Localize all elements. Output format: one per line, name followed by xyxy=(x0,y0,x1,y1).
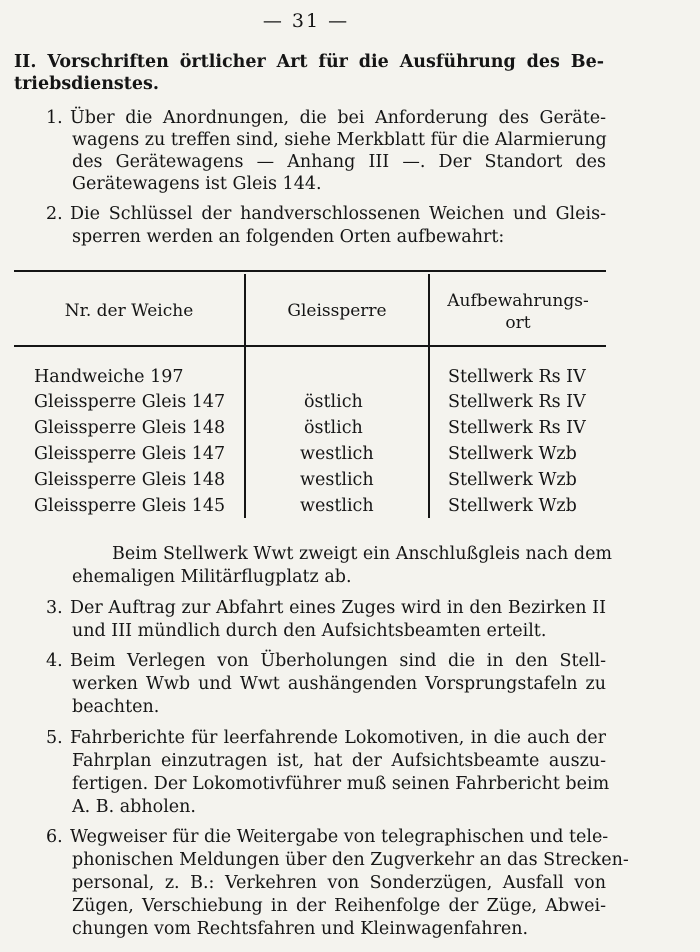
item-3-line-1: 3. Der Auftrag zur Abfahrt eines Zuges wird in den Bezirken II xyxy=(46,598,606,618)
item-6-line-4: Zügen, Verschiebung in der Reihenfolge der Züge, Abwei- xyxy=(72,896,606,916)
cell-ort: Stellwerk Wzb xyxy=(448,496,577,516)
note-line-1: Beim Stellwerk Wwt zweigt ein Anschlußgleis nach dem xyxy=(112,544,613,564)
cell-ort: Stellwerk Rs IV xyxy=(448,418,586,438)
item-6-line-2: phonischen Meldungen über den Zugverkehr an das Strecken- xyxy=(72,850,629,870)
item-5-line-4: A. B. abholen. xyxy=(72,797,196,817)
header-aufbewahrungsort-line-2: ort xyxy=(505,313,531,333)
cell-weiche: Gleissperre Gleis 145 xyxy=(34,496,226,516)
item-4-line-2: werken Wwb und Wwt aushängenden Vorsprungstafeln zu xyxy=(72,674,606,694)
cell-weiche: Gleissperre Gleis 148 xyxy=(34,418,226,438)
item-2-line-1: 2. Die Schlüssel der handverschlossenen Weichen und Gleis- xyxy=(46,204,606,224)
cell-ort: Stellwerk Wzb xyxy=(448,444,577,464)
item-1-line-3: des Gerätewagens — Anhang III —. Der Standort des xyxy=(72,152,606,172)
page-number: — 31 — xyxy=(262,10,350,32)
table-header-rule xyxy=(14,345,606,347)
cell-gleissperre: östlich xyxy=(304,418,363,438)
cell-gleissperre: westlich xyxy=(300,444,374,464)
cell-ort: Stellwerk Rs IV xyxy=(448,367,586,387)
item-6-line-5: chungen vom Rechtsfahren und Kleinwagenfahren. xyxy=(72,919,529,939)
item-4-number: 4. xyxy=(46,651,63,671)
item-6-line-3: personal, z. B.: Verkehren von Sonderzügen, Ausfall von xyxy=(72,873,606,893)
header-aufbewahrungsort-line-1: Aufbewahrungs- xyxy=(447,291,589,311)
cell-weiche: Gleissperre Gleis 147 xyxy=(34,444,226,464)
item-6-line-1: 6. Wegweiser für die Weitergabe von telegraphischen und tele- xyxy=(46,827,609,847)
cell-weiche: Gleissperre Gleis 147 xyxy=(34,392,226,412)
header-weiche: Nr. der Weiche xyxy=(64,301,194,321)
item-5-line-2: Fahrplan einzutragen ist, hat der Aufsichtsbeamte auszu- xyxy=(72,751,606,771)
item-4-line-1: 4. Beim Verlegen von Überholungen sind die in den Stell- xyxy=(46,651,606,671)
item-3-number: 3. xyxy=(46,598,63,618)
cell-ort: Stellwerk Rs IV xyxy=(448,392,586,412)
header-gleissperre: Gleissperre xyxy=(287,301,387,321)
section-heading-line-2: triebsdienstes. xyxy=(14,74,159,94)
item-5-line-3: fertigen. Der Lokomotivführer muß seinen Fahrbericht beim xyxy=(72,774,610,794)
item-5-number: 5. xyxy=(46,728,63,748)
cell-weiche: Gleissperre Gleis 148 xyxy=(34,470,226,490)
item-2-number: 2. xyxy=(46,204,63,224)
cell-gleissperre: westlich xyxy=(300,496,374,516)
cell-ort: Stellwerk Wzb xyxy=(448,470,577,490)
cell-gleissperre: westlich xyxy=(300,470,374,490)
item-2-line-2: sperren werden an folgenden Orten aufbewahrt: xyxy=(72,227,505,247)
item-1-line-1: 1. Über die Anordnungen, die bei Anforderung des Geräte- xyxy=(46,108,606,128)
note-line-2: ehemaligen Militärflugplatz ab. xyxy=(72,567,352,587)
table-top-rule xyxy=(14,270,606,272)
item-6-number: 6. xyxy=(46,827,63,847)
item-4-line-3: beachten. xyxy=(72,697,160,717)
section-heading-line-1: II. Vorschriften örtlicher Art für die Ausführung des Be- xyxy=(14,52,604,72)
item-3-line-2: und III mündlich durch den Aufsichtsbeamten erteilt. xyxy=(72,621,547,641)
item-1-number: 1. xyxy=(46,108,63,128)
item-1-line-4: Gerätewagens ist Gleis 144. xyxy=(72,174,322,194)
item-5-line-1: 5. Fahrberichte für leerfahrende Lokomotiven, in die auch der xyxy=(46,728,606,748)
cell-gleissperre: östlich xyxy=(304,392,363,412)
item-1-line-2: wagens zu treffen sind, siehe Merkblatt für die Alarmierung xyxy=(72,130,607,150)
cell-weiche: Handweiche 197 xyxy=(34,367,184,387)
